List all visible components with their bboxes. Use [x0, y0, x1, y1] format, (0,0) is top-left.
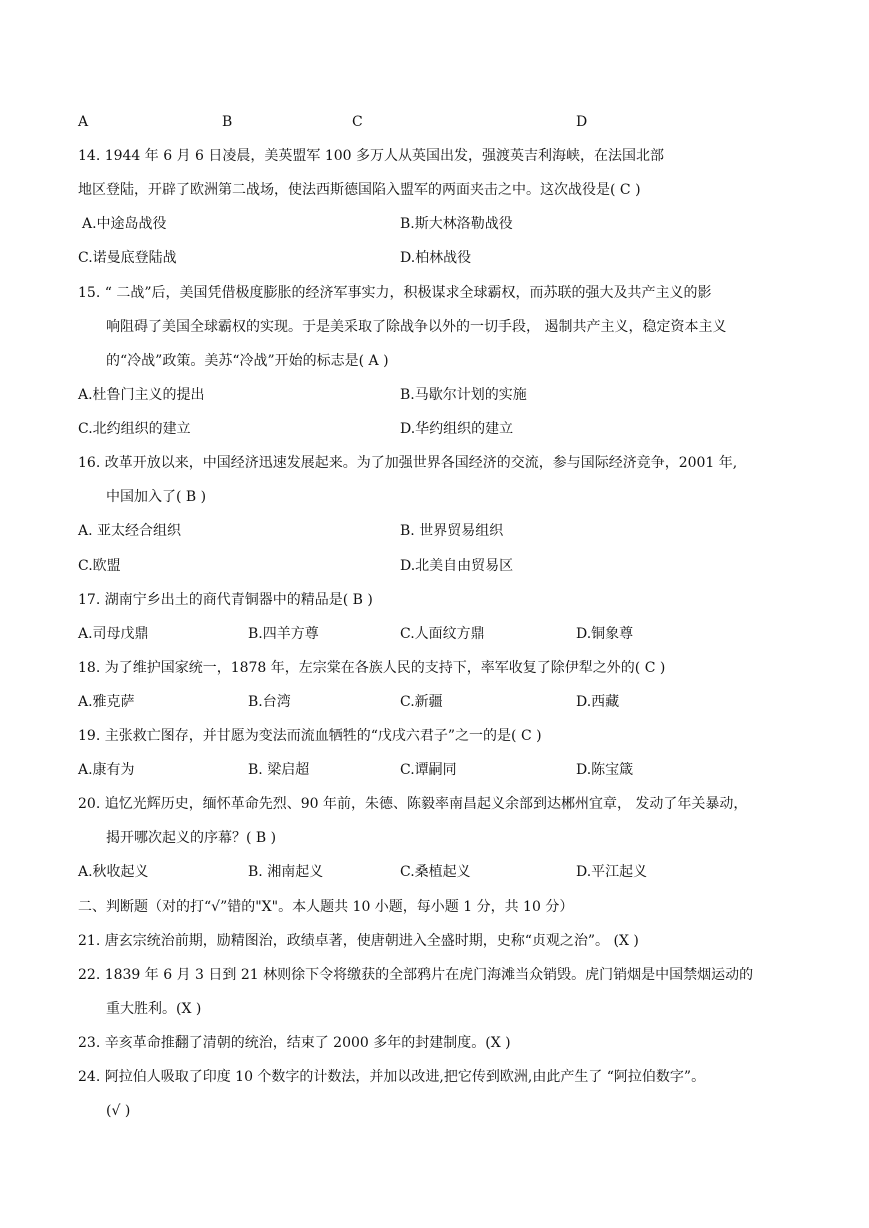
- q16-option-a: A. 亚太经合组织: [78, 523, 182, 539]
- q22-statement-line-2: 重大胜利。(X ): [106, 1001, 202, 1017]
- q19-option-c: C.谭嗣同: [400, 762, 457, 778]
- q14-option-c: C.诺曼底登陆战: [78, 250, 177, 266]
- q19-stem: 19. 主张救亡图存，并甘愿为变法而流血牺牲的“戊戌六君子”之一的是( C ): [78, 728, 542, 744]
- q18-stem: 18. 为了维护国家统一，1878 年，左宗棠在各族人民的支持下，率军收复了除伊犁之外的( C ): [78, 660, 666, 676]
- section2-title: 二、判断题（对的打“√”错的"X"。本人题共 10 小题，每小题 1 分，共 10 分）: [78, 899, 574, 915]
- q14-option-b: B.斯大林洛勒战役: [400, 216, 513, 232]
- q15-stem-line-2: 响阻碍了美国全球霸权的实现。于是美采取了除战争以外的一切手段， 遏制共产主义，稳定资本主义: [106, 319, 727, 335]
- q20-stem-line-1: 20. 追忆光辉历史，缅怀革命先烈、90 年前，朱德、陈毅率南昌起义余部到达郴州宜章， 发动了年关暴动，: [78, 796, 748, 812]
- q17-option-b: B.四羊方尊: [248, 626, 319, 642]
- q15-stem-line-3: 的“冷战”政策。美苏“冷战”开始的标志是( A ): [106, 353, 389, 369]
- q24-statement-line-2: (√ ): [106, 1103, 131, 1119]
- q17-option-c: C.人面纹方鼎: [400, 626, 485, 642]
- q13-option-c: C: [352, 114, 363, 130]
- q19-option-b: B. 梁启超: [248, 762, 310, 778]
- q23-statement: 23. 辛亥革命推翻了清朝的统治，结束了 2000 多年的封建制度。(X ): [78, 1035, 511, 1051]
- q20-option-b: B. 湘南起义: [248, 864, 324, 880]
- q14-stem-line-2: 地区登陆，开辟了欧洲第二战场，使法西斯德国陷入盟军的两面夹击之中。这次战役是( C ): [78, 182, 641, 198]
- q20-option-d: D.平江起义: [576, 864, 648, 880]
- q17-option-a: A.司母戊鼎: [78, 626, 149, 642]
- q20-option-a: A.秋收起义: [78, 864, 149, 880]
- q13-option-d: D: [576, 114, 588, 130]
- q24-statement-line-1: 24. 阿拉伯人吸取了印度 10 个数字的计数法，并加以改进,把它传到欧洲,由此产生了 “阿拉伯数字”。: [78, 1069, 706, 1085]
- q15-stem-line-1: 15. “ 二战”后，美国凭借极度膨胀的经济军事实力，积极谋求全球霸权，而苏联的强大及共产主义的影: [78, 285, 712, 301]
- q15-option-a: A.杜鲁门主义的提出: [78, 387, 205, 403]
- q16-stem-line-2: 中国加入了( B ): [106, 489, 207, 505]
- q19-option-d: D.陈宝箴: [576, 762, 634, 778]
- q19-option-a: A.康有为: [78, 762, 135, 778]
- q20-stem-line-2: 揭开哪次起义的序幕？( B ): [106, 830, 277, 846]
- q13-option-b: B: [222, 114, 233, 130]
- q16-stem-line-1: 16. 改革开放以来，中国经济迅速发展起来。为了加强世界各国经济的交流，参与国际经济竞争，2001 年,: [78, 455, 738, 471]
- q20-option-c: C.桑植起义: [400, 864, 471, 880]
- q22-statement-line-1: 22. 1839 年 6 月 3 日到 21 林则徐下令将缴获的全部鸦片在虎门海滩当众销毁。虎门销烟是中国禁烟运动的: [78, 967, 754, 983]
- q17-option-d: D.铜象尊: [576, 626, 634, 642]
- q14-stem-line-1: 14. 1944 年 6 月 6 日凌晨，美英盟军 100 多万人从英国出发，强渡英吉利海峡，在法国北部: [78, 148, 665, 164]
- q15-option-c: C.北约组织的建立: [78, 421, 191, 437]
- q18-option-b: B.台湾: [248, 694, 291, 710]
- q21-statement: 21. 唐玄宗统治前期，励精图治，政绩卓著，使唐朝进入全盛时期，史称“贞观之治”。 (X ): [78, 933, 639, 949]
- q18-option-c: C.新疆: [400, 694, 443, 710]
- q16-option-d: D.北美自由贸易区: [400, 558, 514, 574]
- q17-stem: 17. 湖南宁乡出土的商代青铜器中的精品是( B ): [78, 592, 373, 608]
- q13-option-a: A: [78, 114, 89, 130]
- q18-option-d: D.西藏: [576, 694, 620, 710]
- q16-option-c: C.欧盟: [78, 558, 121, 574]
- q18-option-a: A.雅克萨: [78, 694, 135, 710]
- q14-option-d: D.柏林战役: [400, 250, 472, 266]
- q16-option-b: B. 世界贸易组织: [400, 523, 504, 539]
- q14-option-a: A.中途岛战役: [82, 216, 167, 232]
- q15-option-b: B.马歇尔计划的实施: [400, 387, 527, 403]
- q15-option-d: D.华约组织的建立: [400, 421, 514, 437]
